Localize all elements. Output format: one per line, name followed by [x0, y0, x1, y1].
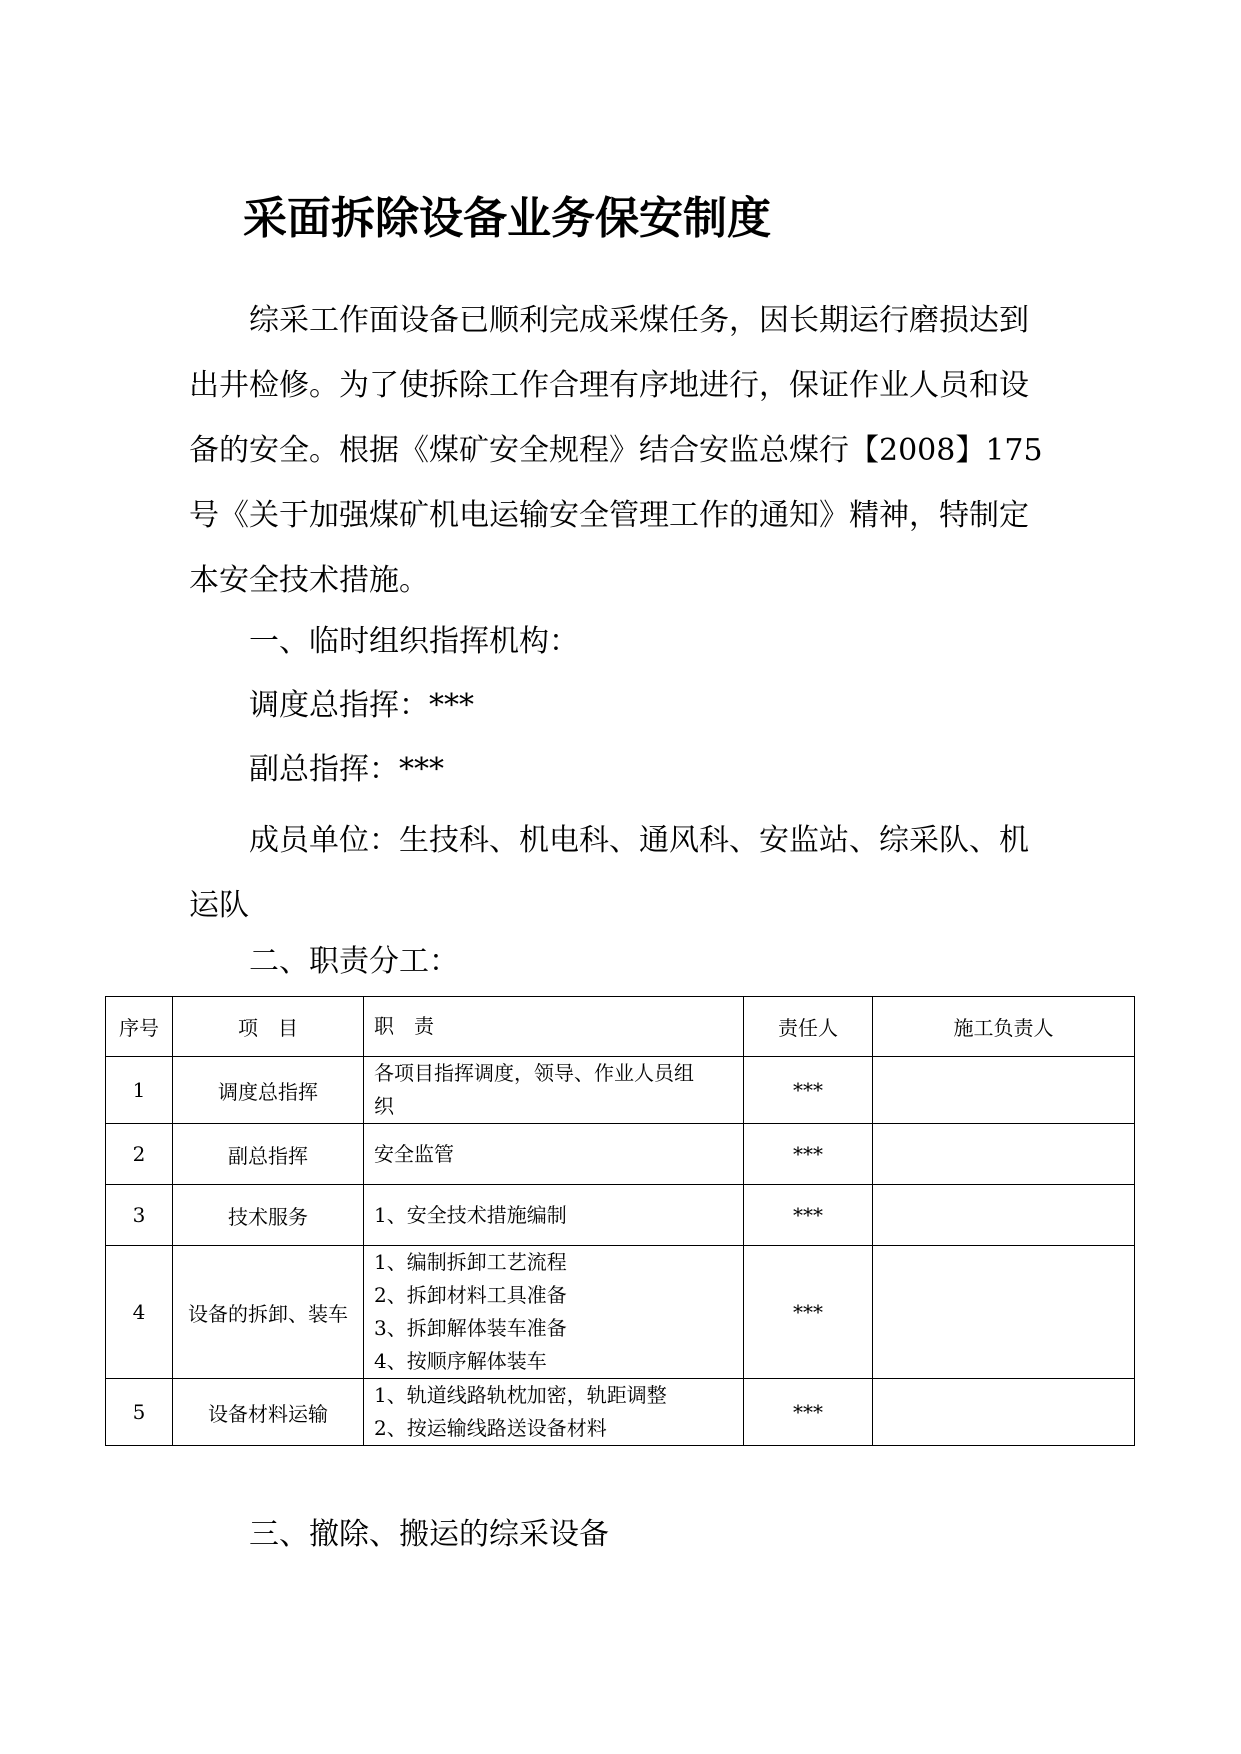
chief-commander: 调度总指挥：*** [249, 688, 474, 723]
duty-line: 4、按顺序解体装车 [374, 1349, 547, 1373]
row-number: 5 [106, 1379, 173, 1446]
row-person: *** [744, 1246, 873, 1379]
section-2-heading: 二、职责分工： [249, 944, 459, 979]
duty-line: 2、按运输线路送设备材料 [374, 1416, 607, 1440]
intro-line-3: 备的安全。根据《煤矿安全规程》结合安监总煤行【2008】175 [189, 433, 1043, 468]
header-person: 责任人 [744, 997, 873, 1057]
duty-line: 1、安全技术措施编制 [374, 1202, 567, 1227]
row-item: 技术服务 [173, 1185, 364, 1246]
row-number: 2 [106, 1124, 173, 1185]
row-lead [873, 1124, 1135, 1185]
duty-line: 1、编制拆卸工艺流程 [374, 1250, 567, 1274]
row-number: 4 [106, 1246, 173, 1379]
table-header-row [106, 997, 1135, 1057]
duty-line: 1、轨道线路轨枕加密，轨距调整 [374, 1383, 667, 1407]
header-number: 序号 [106, 997, 173, 1057]
duty-line: 安全监管 [374, 1141, 454, 1166]
intro-line-2: 出井检修。为了使拆除工作合理有序地进行，保证作业人员和设 [189, 368, 1029, 403]
header-lead: 施工负责人 [873, 997, 1135, 1057]
member-units [189, 808, 1057, 938]
row-item: 副总指挥 [173, 1124, 364, 1185]
header-item: 项 目 [173, 997, 364, 1057]
row-lead [873, 1379, 1135, 1446]
intro-line-1: 综采工作面设备已顺利完成采煤任务，因长期运行磨损达到 [249, 303, 1029, 338]
duty-line: 织 [374, 1094, 394, 1118]
table-row [106, 1124, 1135, 1185]
row-number: 1 [106, 1057, 173, 1124]
table-row [106, 1185, 1135, 1246]
row-duties [364, 1057, 744, 1124]
row-duties [364, 1246, 744, 1379]
row-item: 调度总指挥 [173, 1057, 364, 1124]
row-duties [364, 1124, 744, 1185]
row-lead [873, 1057, 1135, 1124]
row-person: *** [744, 1379, 873, 1446]
duty-line: 2、拆卸材料工具准备 [374, 1283, 567, 1307]
row-number: 3 [106, 1185, 173, 1246]
row-item: 设备材料运输 [173, 1379, 364, 1446]
member-units-line-2: 运队 [189, 888, 249, 923]
deputy-commander: 副总指挥：*** [249, 752, 444, 787]
row-lead [873, 1246, 1135, 1379]
document-title: 采面拆除设备业务保安制度 [243, 193, 771, 244]
intro-line-4: 号《关于加强煤矿机电运输安全管理工作的通知》精神，特制定 [189, 498, 1029, 533]
intro-line-5: 本安全技术措施。 [189, 563, 429, 598]
row-duties [364, 1185, 744, 1246]
header-duties: 职 责 [364, 997, 744, 1057]
row-lead [873, 1185, 1135, 1246]
row-duties [364, 1379, 744, 1446]
section-3-heading: 三、撤除、搬运的综采设备 [249, 1517, 609, 1552]
row-person: *** [744, 1057, 873, 1124]
duty-line: 各项目指挥调度，领导、作业人员组 [374, 1061, 694, 1085]
row-item: 设备的拆卸、装车 [173, 1246, 364, 1379]
duty-line: 3、拆卸解体装车准备 [374, 1316, 567, 1340]
table-row [106, 1379, 1135, 1446]
section-1-heading: 一、临时组织指挥机构： [249, 624, 579, 659]
row-person: *** [744, 1124, 873, 1185]
duties-table [105, 996, 1135, 1446]
table-row [106, 1246, 1135, 1379]
table-row [106, 1057, 1135, 1124]
intro-paragraph [189, 288, 1057, 613]
member-units-line-1: 成员单位：生技科、机电科、通风科、安监站、综采队、机 [249, 823, 1029, 858]
row-person: *** [744, 1185, 873, 1246]
